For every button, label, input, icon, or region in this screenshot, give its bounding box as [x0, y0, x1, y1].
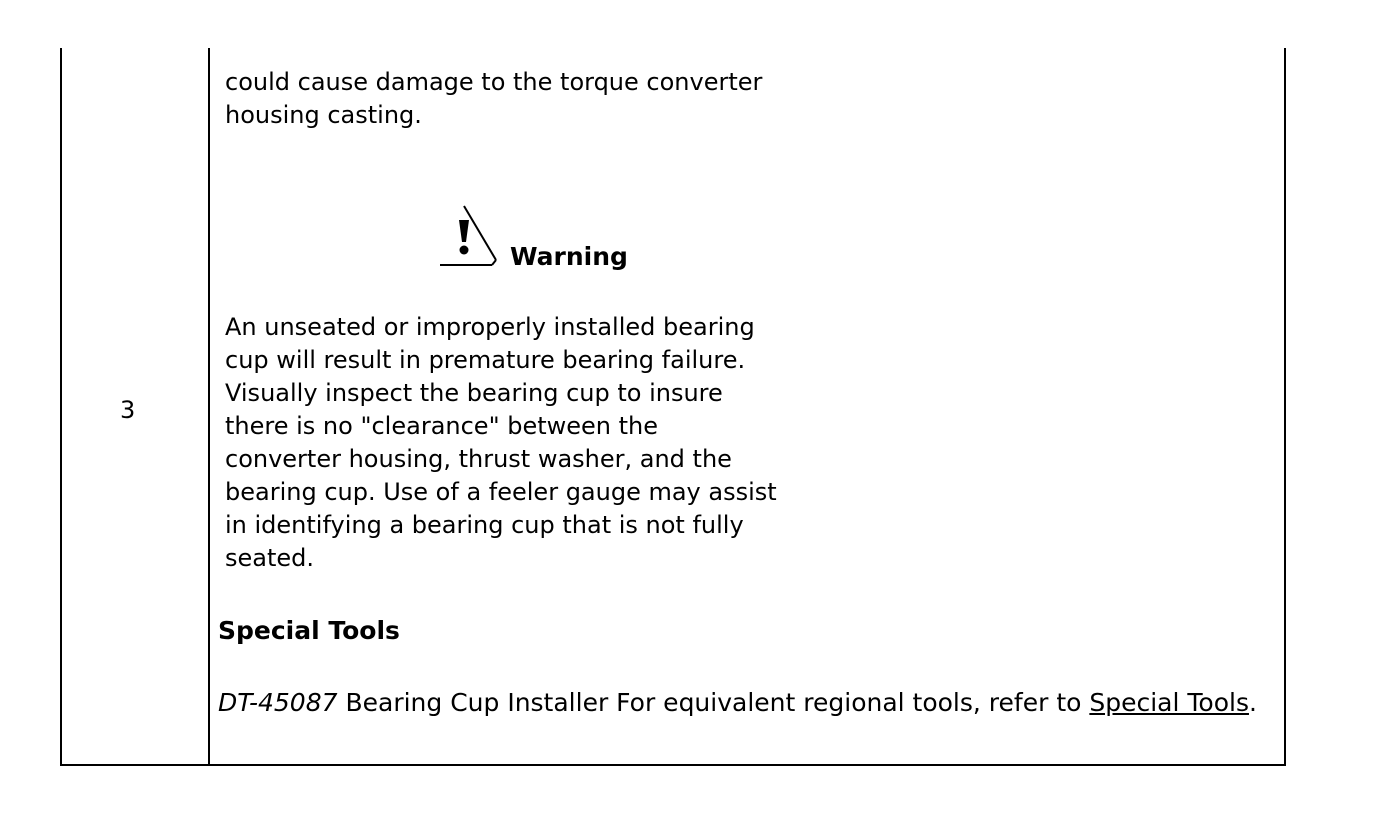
warning-label: Warning	[510, 242, 628, 271]
warning-triangle-icon	[440, 204, 498, 270]
warning-header	[440, 204, 700, 274]
column-divider	[208, 48, 210, 764]
step-number: 3	[120, 396, 136, 424]
procedure-table	[60, 48, 1286, 766]
tool-line-trailing: .	[1248, 688, 1257, 717]
tool-description: Bearing Cup Installer For equivalent regional tools, refer to	[337, 688, 1090, 717]
tool-id: DT-45087	[218, 688, 338, 717]
tool-line	[218, 686, 1280, 720]
special-tools-heading: Special Tools	[218, 616, 400, 645]
caution-text: could cause damage to the torque converter housing casting.	[225, 68, 763, 129]
warning-text: An unseated or improperly installed bearing cup will result in premature bearing failure. Visually inspect the bearing cup to insure there is no "clearance" between the converter housing, thrust washer, and the bearing cup. Use of a feeler gauge may assist in identifying a bearing cup that is not fully seated.	[225, 313, 777, 572]
special-tools-link[interactable]: Special Tools	[1089, 688, 1249, 717]
